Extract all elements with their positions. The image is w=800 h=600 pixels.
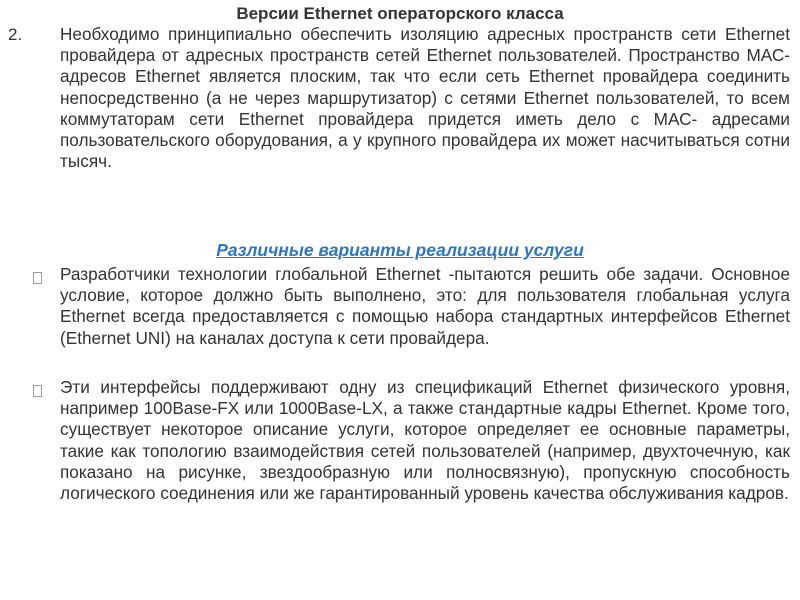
slide-title: Версии Ethernet операторского класса [236, 4, 564, 23]
section-subheading: Различные варианты реализации услуги [216, 240, 584, 260]
missing-glyph-box-icon [33, 268, 42, 289]
missing-glyph-box-icon [33, 381, 42, 402]
bullet-paragraph-2: Эти интерфейсы поддерживают одну из спецификаций Ethernet физического уровня, например 100Base-FX или 1000Base-LX, а также стандартные кадры Ethernet. Кроме того, существует некоторое описание услуги, которое определяет ее основные параметры, такие как топологию взаимодействия сетей пользователей (например, двухточечную, как показано на рисунке, звездообразную или полносвязную), пропускную способность логического соединения или же гарантированный уровень качества обслуживания кадров. [60, 377, 790, 504]
item-number: 2. [8, 25, 23, 44]
numbered-paragraph: Необходимо принципиально обеспечить изоляцию адресных пространств сети Ethernet провайдера от адресных пространств сетей Ethernet пользователей. Пространство МАС- адресов Ethernet является плоским, так что если сеть Ethernet провайдера соединить непосредственно (а не через маршрутизатор) с сетями Ethernet пользователей, то всем коммутаторам сети Ethernet провайдера придется иметь дело с МАС- адресами пользовательского оборудования, а у крупного провайдера их может насчитываться сотни тысяч. [60, 24, 790, 172]
bullet-paragraph-1: Разработчики технологии глобальной Ethernet -пытаются решить обе задачи. Основное условие, которое должно быть выполнено, это: для пользователя глобальная услуга Ethernet всегда предоставляется с помощью набора стандартных интерфейсов Ethernet (Ethernet UNI) на каналах доступа к сети провайдера. [60, 264, 790, 348]
